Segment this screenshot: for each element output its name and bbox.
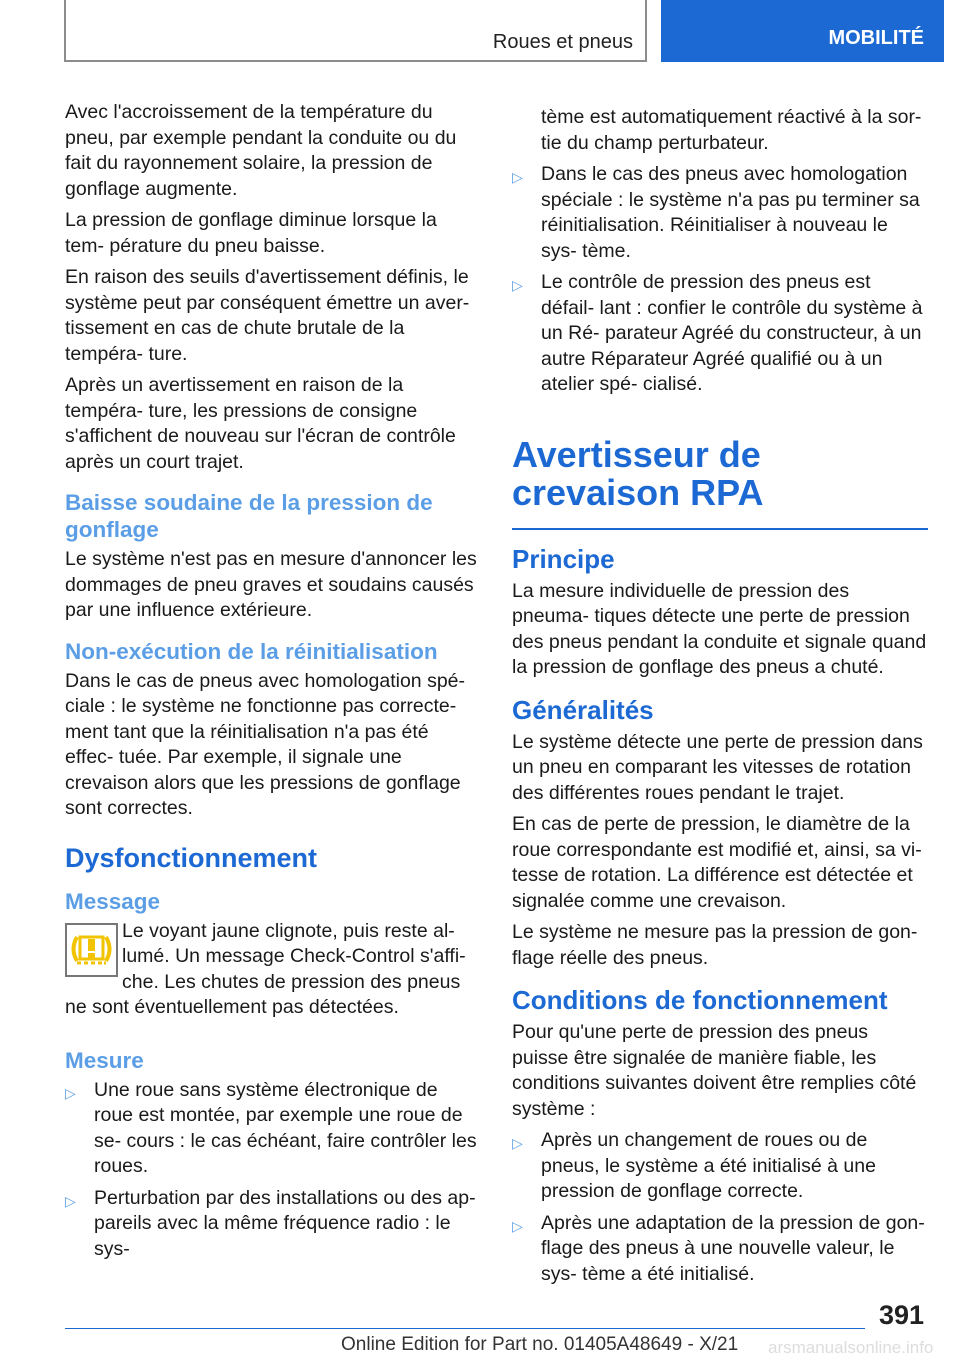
list-item <box>65 1186 477 1263</box>
section-title: Roues et pneus <box>492 31 633 53</box>
paragraph: Pour qu'une perte de pression des pneus puisse être signalée de manière fiable, les conditions suivantes doivent être remplies côté système : <box>512 1021 917 1120</box>
paragraph: En cas de perte de pression, le diamètre de la roue correspondante est modifié et, ainsi, sa vi‐ tesse de rotation. La différence est détectée et signalée comme une crevaison. <box>512 813 922 912</box>
watermark: arsmanualsonline.info <box>768 1338 934 1357</box>
list-item-text: tème est automatiquement réactivé à la sor‐ tie du champ perturbateur. <box>541 106 922 154</box>
left-column <box>65 100 477 1268</box>
heading-non-execution: Non-exécution de la réinitialisation <box>65 638 438 664</box>
paragraph: Le système détecte une perte de pression dans un pneu en comparant les vitesses de rotation des différentes roues pendant le trajet. <box>512 730 923 804</box>
list-item-continued <box>512 105 928 156</box>
paragraph: La mesure individuelle de pression des pneuma‐ tiques détecte une perte de pression des pneus pendant la conduite et signale quand la pression de gonflage des pneus a chuté. <box>512 579 927 678</box>
right-column <box>512 105 928 1293</box>
triangle-bullet-icon: ▷ <box>512 277 523 293</box>
paragraph: La pression de gonflage diminue lorsque la tem‐ pérature du pneu baisse. <box>65 209 437 257</box>
triangle-bullet-icon: ▷ <box>512 1217 523 1234</box>
message-text: Le voyant jaune clignote, puis reste al‐ lumé. Un message Check-Control s'affi‐ che. Les chutes de pression des pneus ne sont éventuellement pas détectées. <box>65 919 466 1018</box>
page-number: 391 <box>878 1300 924 1330</box>
list-item <box>512 270 928 398</box>
paragraph: Dans le cas de pneus avec homologation spé‐ ciale : le système ne fonctionne pas correcte‐ ment tant que la réinitialisation n'a pas été effec‐ tuée. Par exemple, il signale une crevaison alors que les pressions de gonflage sont correctes. <box>65 669 465 819</box>
heading-conditions: Conditions de fonctionnement <box>512 985 888 1015</box>
paragraph: Le système n'est pas en mesure d'annoncer les dommages de pneu graves et soudains causés par une influence extérieure. <box>65 548 477 621</box>
paragraph: En raison des seuils d'avertissement définis, le système peut par conséquent émettre un aver‐ tissement en cas de chute brutale de la tempéra‐ ture. <box>65 266 470 365</box>
message-block <box>65 919 477 1021</box>
heading-dysfonctionnement: Dysfonctionnement <box>65 842 318 873</box>
heading-generalites: Généralités <box>512 694 654 725</box>
heading-principe: Principe <box>512 543 615 574</box>
triangle-bullet-icon: ▷ <box>512 1135 523 1151</box>
list-item <box>512 1128 928 1205</box>
heading-baisse: Baisse soudaine de la pression de gonflage <box>65 490 433 542</box>
paragraph: Après un avertissement en raison de la tempéra‐ ture, les pressions de consigne s'affichent de nouveau sur l'écran de contrôle après un court trajet. <box>65 374 456 473</box>
heading-message: Message <box>65 888 161 914</box>
list-item-text: Dans le cas des pneus avec homologation spéciale : le système n'a pas pu terminer sa réinitialisation. Réinitialiser à nouveau le sys‐ tème. <box>541 163 920 262</box>
list-item-text: Après une adaptation de la pression de gon‐ flage des pneus à une nouvelle valeur, le sys‐ tème a été initialisé. <box>541 1211 925 1285</box>
footer-divider <box>65 1328 865 1329</box>
list-item <box>65 1078 477 1180</box>
list-item-text: Perturbation par des installations ou des ap‐ pareils avec la même fréquence radio : le sys‐ <box>94 1186 476 1260</box>
list-item-text: Après un changement de roues ou de pneus, le système a été initialisé à une pression de gonflage correcte. <box>541 1129 876 1202</box>
list-item <box>512 1211 928 1288</box>
list-item <box>512 162 928 264</box>
triangle-bullet-icon: ▷ <box>65 1192 76 1209</box>
triangle-bullet-icon: ▷ <box>65 1084 76 1101</box>
footer-edition: Online Edition for Part no. 01405A48649 - X/21 <box>341 1334 739 1355</box>
paragraph: Le système ne mesure pas la pression de gon‐ flage réelle des pneus. <box>512 921 918 969</box>
triangle-bullet-icon: ▷ <box>512 169 523 185</box>
tire-pressure-warning-icon <box>65 923 118 977</box>
heading-mesure: Mesure <box>65 1047 144 1073</box>
chapter-tab[interactable] <box>661 0 944 62</box>
heading-rpa: Avertisseur de crevaison RPA <box>512 436 928 530</box>
list-item-text: Une roue sans système électronique de roue est montée, par exemple une roue de se‐ cours : le cas échéant, faire contrôler les roues. <box>94 1078 477 1177</box>
header-frame <box>64 0 647 62</box>
list-item-text: Le contrôle de pression des pneus est défail‐ lant : confier le contrôle du système à un Ré‐ parateur Agréé du constructeur, à un autre Réparateur Agréé qualifié ou à un atelier spé‐ cialisé. <box>541 271 923 395</box>
chapter-tab-label: MOBILITÉ <box>828 26 924 49</box>
paragraph: Avec l'accroissement de la température du pneu, par exemple pendant la conduite ou du fait du rayonnement solaire, la pression de gonflage augmente. <box>65 101 457 200</box>
